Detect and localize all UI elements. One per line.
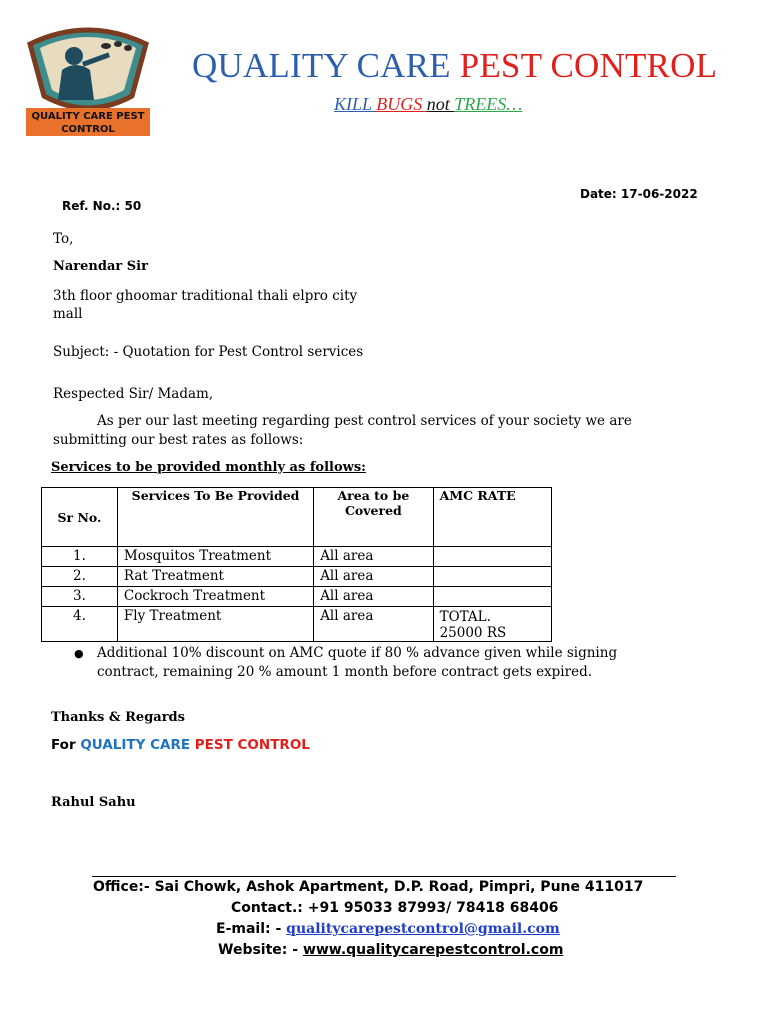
footer-website-link[interactable]: www.qualitycarepestcontrol.com (302, 942, 564, 958)
brand-title-part1: QUALITY CARE (192, 46, 460, 85)
footer-website-label: Website: - (218, 942, 303, 958)
footer-email-link[interactable]: qualitycarepestcontrol@gmail.com (286, 921, 560, 937)
header-services: Services To Be Provided (117, 488, 313, 547)
total-amount: 25000 RS (439, 625, 507, 641)
cell-sr: 4. (42, 607, 118, 642)
header-sr-no: Sr No. (42, 488, 118, 547)
logo-text-line2: CONTROL (61, 124, 115, 135)
table-row (42, 607, 552, 642)
subject-line: Subject: - Quotation for Pest Control services (53, 344, 364, 360)
bullet-icon: ● (74, 647, 84, 660)
cell-sr: 1. (42, 547, 118, 567)
footer-email-label: E-mail: - (216, 921, 287, 937)
table-header-row (42, 488, 552, 547)
salutation: Respected Sir/ Madam, (53, 386, 214, 402)
table-row (42, 567, 552, 587)
services-table (41, 487, 552, 642)
footer-website-line (218, 942, 563, 958)
company-logo (24, 22, 152, 136)
recipient-name: Narendar Sir (53, 259, 148, 274)
address-line2: mall (53, 306, 83, 322)
bullet-line2: contract, remaining 20 % amount 1 month before contract gets expired. (97, 664, 593, 680)
reference-number: Ref. No.: 50 (62, 199, 142, 213)
cell-area: All area (314, 567, 433, 587)
logo-text-line1: QUALITY CARE PEST (31, 111, 145, 122)
brand-title (192, 46, 717, 86)
address-line1: 3th floor ghoomar traditional thali elpro city (53, 288, 358, 304)
signatory-name: Rahul Sahu (51, 795, 136, 810)
for-company-line (51, 737, 310, 753)
for-company-part2: PEST CONTROL (194, 737, 310, 753)
footer-contact: Contact.: +91 95033 87993/ 78418 68406 (231, 900, 559, 916)
cell-sr: 2. (42, 567, 118, 587)
total-label: TOTAL. (439, 609, 491, 625)
cell-service: Mosquitos Treatment (117, 547, 313, 567)
cell-area: All area (314, 587, 433, 607)
cell-service: Rat Treatment (117, 567, 313, 587)
header-area: Area to be Covered (314, 488, 433, 547)
cell-total-rate (433, 607, 551, 642)
tagline-trees: TREES… (454, 94, 523, 114)
cell-service: Fly Treatment (117, 607, 313, 642)
table-row (42, 547, 552, 567)
to-line: To, (53, 231, 74, 247)
cell-area: All area (314, 547, 433, 567)
paragraph-line1: As per our last meeting regarding pest control services of your society we are (97, 413, 632, 429)
letter-date: Date: 17-06-2022 (580, 187, 698, 201)
cell-rate (433, 547, 551, 567)
cell-service: Cockroch Treatment (117, 587, 313, 607)
cell-sr: 3. (42, 587, 118, 607)
cell-rate (433, 587, 551, 607)
paragraph-line2: submitting our best rates as follows: (53, 432, 304, 448)
footer-email-line (216, 921, 560, 937)
logo-emblem-icon (24, 22, 152, 136)
table-row (42, 587, 552, 607)
footer-office: Office:- Sai Chowk, Ashok Apartment, D.P. Road, Pimpri, Pune 411017 (93, 879, 644, 895)
for-label: For (51, 737, 81, 753)
tagline-not: not (426, 94, 455, 114)
cell-rate (433, 567, 551, 587)
services-heading: Services to be provided monthly as follows: (51, 460, 366, 475)
footer-divider (92, 876, 676, 877)
thanks-regards: Thanks & Regards (51, 710, 185, 725)
bullet-line1: Additional 10% discount on AMC quote if 80 % advance given while signing (97, 645, 618, 661)
tagline-bugs: BUGS (376, 94, 427, 114)
for-company-part1: QUALITY CARE (80, 737, 195, 753)
header-amc-rate: AMC RATE (433, 488, 551, 547)
cell-area: All area (314, 607, 433, 642)
tagline-kill: KILL (334, 94, 377, 114)
brand-title-part2: PEST CONTROL (459, 46, 718, 85)
tagline (334, 94, 522, 115)
